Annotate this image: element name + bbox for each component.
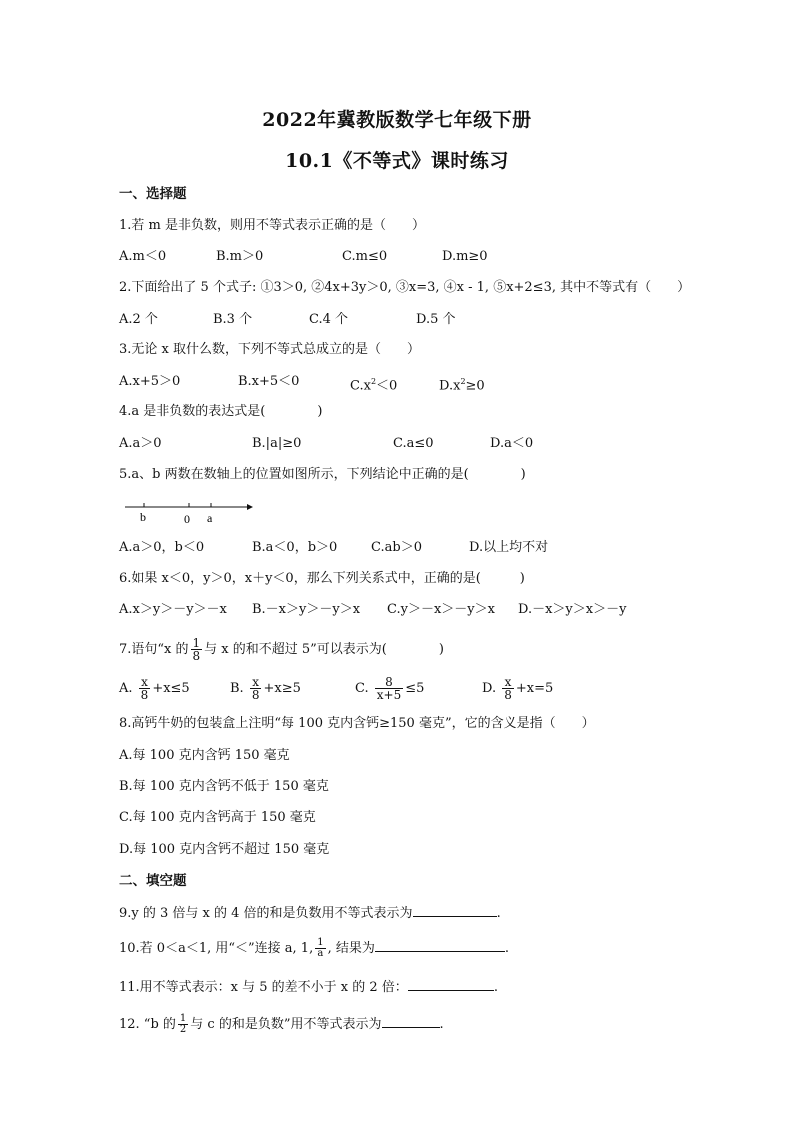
- numerator: 8: [375, 676, 403, 689]
- question-10-stem: 10.若 0＜a＜1, 用“＜”连接 a, 1,: [119, 941, 314, 956]
- question-4-option-d: D.a＜0: [490, 436, 534, 451]
- question-4-option-b: B.|a|≥0: [252, 436, 302, 451]
- section-heading-choice: 一、选择题: [119, 186, 187, 202]
- axis-label-b: b: [140, 510, 146, 524]
- document-title: 2022年冀教版数学七年级下册: [262, 109, 532, 131]
- question-8-option-a: A.每 100 克内含钙 150 毫克: [119, 748, 290, 763]
- denominator: 8: [251, 688, 260, 702]
- numerator: 1: [192, 636, 201, 650]
- question-7-option-b: [230, 676, 301, 701]
- option-label: C.: [355, 681, 369, 696]
- answer-blank[interactable]: [382, 1015, 440, 1028]
- fraction: [502, 676, 514, 701]
- question-6-option-a: A.x＞y＞－y＞－x: [119, 602, 227, 617]
- fraction: [250, 676, 262, 701]
- option-text: +x≥5: [263, 681, 301, 696]
- question-12-stem: 与 c 的和是负数”用不等式表示为: [190, 1017, 382, 1032]
- fraction-one-eighth: [191, 637, 203, 662]
- option-text: ≥0: [465, 378, 485, 394]
- numerator: 1: [179, 1013, 187, 1024]
- question-1-option-a: A.m＜0: [119, 249, 167, 264]
- denominator: a: [317, 948, 324, 959]
- document-subtitle: 10.1《不等式》课时练习: [285, 150, 509, 172]
- fraction: [139, 676, 151, 701]
- answer-blank[interactable]: [413, 904, 497, 917]
- question-5-option-d: D.以上均不对: [469, 540, 549, 555]
- end-mark: .: [504, 941, 509, 956]
- end-mark: .: [439, 1017, 444, 1032]
- question-5-option-c: C.ab＞0: [371, 540, 422, 555]
- question-3-stem: 3.无论 x 取什么数，下列不等式总成立的是（ ）: [119, 342, 420, 357]
- question-2-option-b: B.3 个: [213, 312, 253, 327]
- numerator: x: [139, 676, 151, 689]
- question-7-option-c: [355, 676, 424, 701]
- question-6-option-c: C.y＞－x＞－y＞x: [387, 602, 495, 617]
- option-text: ≤5: [405, 681, 425, 696]
- numerator: x: [250, 676, 262, 689]
- question-9: [119, 904, 501, 922]
- question-1-option-b: B.m＞0: [216, 249, 264, 264]
- stem-text: 7.语句“x 的: [119, 642, 189, 657]
- denominator: x+5: [376, 688, 402, 702]
- option-text: D.x: [439, 378, 461, 394]
- question-6-stem: 6.如果 x＜0，y＞0，x＋y＜0，那么下列关系式中，正确的是( ): [119, 571, 525, 586]
- question-11: [119, 978, 498, 996]
- denominator: 2: [179, 1024, 187, 1035]
- exponent: 2: [370, 377, 377, 386]
- fraction: [375, 676, 403, 701]
- question-7-option-d: [482, 676, 553, 701]
- question-3-option-a: A.x+5＞0: [119, 374, 181, 389]
- question-3-option-c: [350, 374, 397, 394]
- numerator: x: [502, 676, 514, 689]
- question-8-option-b: B.每 100 克内含钙不低于 150 毫克: [119, 779, 329, 794]
- question-1-option-c: C.m≤0: [342, 249, 388, 264]
- axis-label-a: a: [207, 511, 213, 525]
- question-4-option-a: A.a＞0: [119, 436, 162, 451]
- option-label: A.: [119, 681, 133, 696]
- section-heading-fill-in: 二、填空题: [119, 873, 187, 889]
- option-label: D.: [482, 681, 497, 696]
- question-1-stem: 1.若 m 是非负数，则用不等式表示正确的是（ ）: [119, 218, 425, 233]
- exponent: 2: [460, 377, 466, 386]
- question-2-option-d: D.5 个: [416, 312, 456, 327]
- option-text: +x=5: [515, 681, 554, 696]
- question-7-option-a: [119, 676, 190, 701]
- question-6-option-b: B.－x＞y＞－y＞x: [252, 602, 361, 617]
- question-3-option-b: B.x+5＜0: [238, 374, 300, 389]
- question-8-option-d: D.每 100 克内含钙不超过 150 毫克: [119, 842, 330, 857]
- question-10-stem: , 结果为: [327, 941, 375, 956]
- option-text: C.x: [350, 378, 371, 394]
- question-2-option-a: A.2 个: [119, 312, 158, 327]
- option-text: +x≤5: [152, 681, 190, 696]
- question-5-option-a: A.a＞0，b＜0: [119, 540, 205, 555]
- question-11-stem: 11.用不等式表示：x 与 5 的差不小于 x 的 2 倍：: [119, 980, 408, 995]
- fraction-one-half: [178, 1014, 188, 1035]
- question-8-stem: 8.高钙牛奶的包装盒上注明“每 100 克内含钙≥150 毫克”，它的含义是指（ ）: [119, 716, 595, 731]
- question-4-stem: 4.a 是非负数的表达式是( ): [119, 404, 323, 419]
- option-text: ＜0: [376, 378, 398, 394]
- question-1-option-d: D.m≥0: [442, 249, 488, 264]
- question-5-option-b: B.a＜0，b＞0: [252, 540, 338, 555]
- question-12: [119, 1014, 444, 1035]
- answer-blank[interactable]: [408, 978, 494, 991]
- question-2-stem: 2.下面给出了 5 个式子: ①3＞0, ②4x+3y＞0, ③x=3, ④x - 1, ⑤x+2≤3, 其中不等式有（ ）: [119, 280, 691, 295]
- fraction-one-over-a: [315, 938, 325, 959]
- denominator: 8: [192, 649, 201, 663]
- denominator: 8: [140, 688, 149, 702]
- stem-text: 与 x 的和不超过 5”可以表示为( ): [204, 642, 444, 657]
- option-label: B.: [230, 681, 244, 696]
- end-mark: .: [493, 980, 498, 995]
- question-3-option-d: [439, 374, 485, 394]
- number-line-arrow: [247, 504, 253, 510]
- question-2-option-c: C.4 个: [309, 312, 349, 327]
- question-4-option-c: C.a≤0: [393, 436, 434, 451]
- question-7-stem: [119, 637, 444, 662]
- question-10: [119, 938, 509, 959]
- denominator: 8: [504, 688, 512, 702]
- question-5-stem: 5.a、b 两数在数轴上的位置如图所示，下列结论中正确的是( ): [119, 467, 526, 482]
- answer-blank[interactable]: [375, 939, 505, 952]
- question-9-stem: 9.y 的 3 倍与 x 的 4 倍的和是负数用不等式表示为: [119, 906, 413, 921]
- question-12-stem: 12. “b 的: [119, 1017, 176, 1032]
- axis-label-zero: 0: [184, 512, 190, 526]
- end-mark: .: [496, 906, 501, 921]
- question-8-option-c: C.每 100 克内含钙高于 150 毫克: [119, 810, 316, 825]
- numerator: 1: [317, 937, 324, 948]
- number-line-figure: [119, 495, 259, 529]
- question-6-option-d: D.－x＞y＞x＞－y: [518, 602, 627, 617]
